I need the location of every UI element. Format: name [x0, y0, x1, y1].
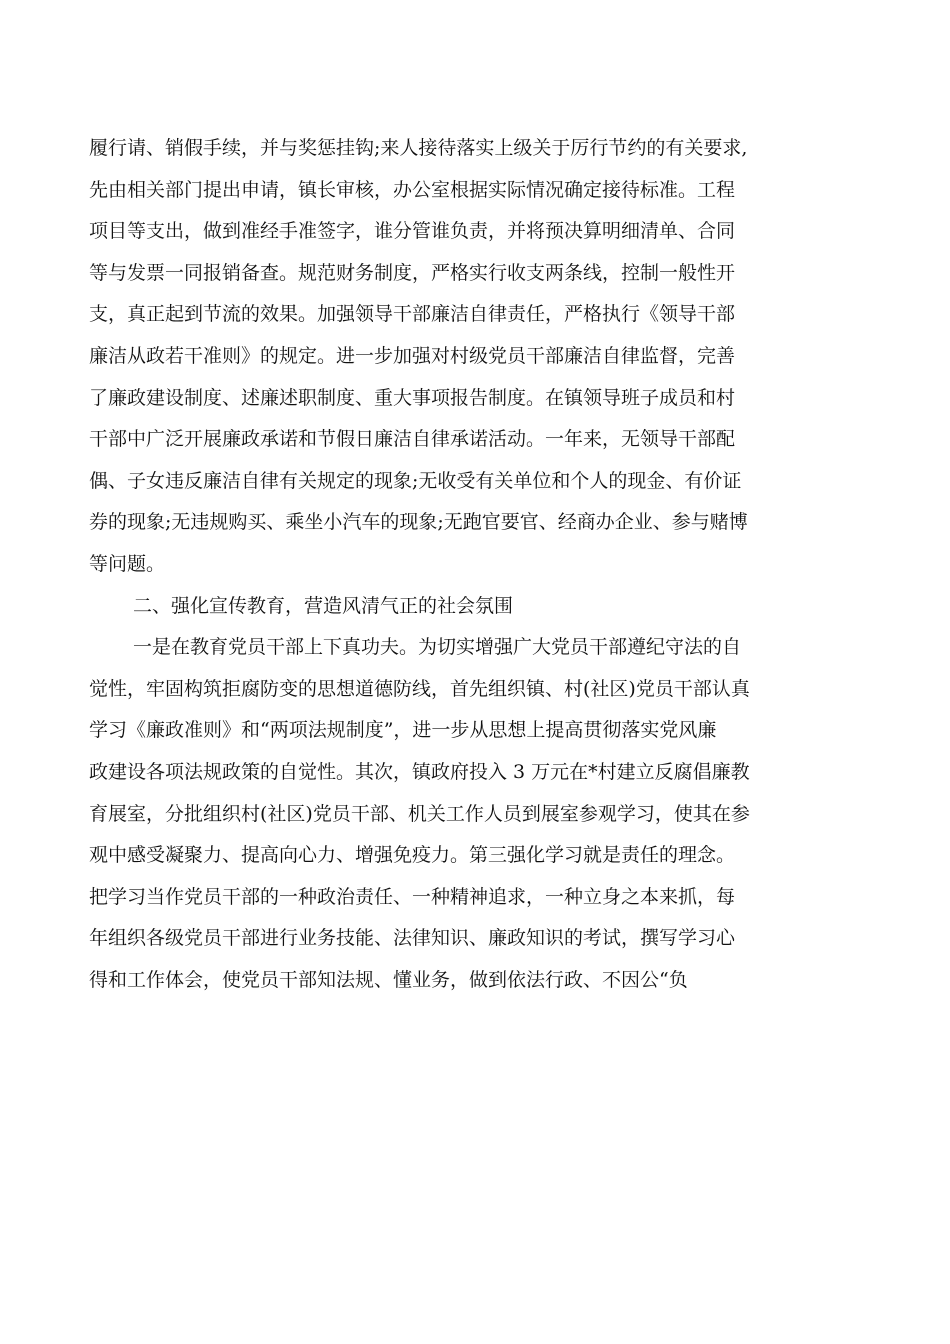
document-body — [89, 128, 869, 1001]
text-line: 先由相关部门提出申请，镇长审核，办公室根据实际情况确定接待标准。工程 — [89, 178, 736, 201]
text-line: 廉洁从政若干准则》的规定。进一步加强对村级党员干部廉洁自律监督，完善 — [89, 344, 736, 367]
text-line: 把学习当作党员干部的一种政治责任、一种精神追求，一种立身之本来抓，每 — [89, 885, 736, 908]
text-line: 支，真正起到节流的效果。加强领导干部廉洁自律责任，严格执行《领导干部 — [89, 303, 736, 326]
text-line: 偶、子女违反廉洁自律有关规定的现象;无收受有关单位和个人的现金、有价证 — [89, 469, 742, 492]
text-line: 政建设各项法规政策的自觉性。其次，镇政府投入 3 万元在*村建立反腐倡廉教 — [89, 760, 750, 783]
text-line: 观中感受凝聚力、提高向心力、增强免疫力。第三强化学习就是责任的理念。 — [89, 844, 736, 867]
text-line: 年组织各级党员干部进行业务技能、法律知识、廉政知识的考试，撰写学习心 — [89, 927, 736, 950]
text-line: 得和工作体会，使党员干部知法规、懂业务，做到依法行政、不因公“负 — [89, 968, 688, 991]
text-line: 干部中广泛开展廉政承诺和节假日廉洁自律承诺活动。一年来，无领导干部配 — [89, 428, 736, 451]
text-line: 等与发票一同报销备查。规范财务制度，严格实行收支两条线，控制一般性开 — [89, 261, 736, 284]
text-line: 了廉政建设制度、述廉述职制度、重大事项报告制度。在镇领导班子成员和村 — [89, 386, 736, 409]
text-line: 觉性，牢固构筑拒腐防变的思想道德防线，首先组织镇、村(社区)党员干部认真 — [89, 677, 750, 700]
text-line: 一是在教育党员干部上下真功夫。为切实增强广大党员干部遵纪守法的自 — [133, 636, 742, 659]
text-line: 学习《廉政准则》和“两项法规制度”，进一步从思想上提高贯彻落实党风廉 — [89, 719, 717, 742]
text-line: 育展室，分批组织村(社区)党员干部、机关工作人员到展室参观学习，使其在参 — [89, 802, 750, 825]
text-line: 项目等支出，做到准经手准签字，谁分管谁负责，并将预决算明细清单、合同 — [89, 220, 736, 243]
section-heading: 二、强化宣传教育，营造风清气正的社会氛围 — [133, 594, 514, 617]
text-line: 履行请、销假手续，并与奖惩挂钩;来人接待落实上级关于厉行节约的有关要求, — [89, 137, 748, 159]
text-line: 等问题。 — [89, 552, 166, 575]
text-line: 券的现象;无违规购买、乘坐小汽车的现象;无跑官要官、经商办企业、参与赌博 — [89, 511, 748, 534]
